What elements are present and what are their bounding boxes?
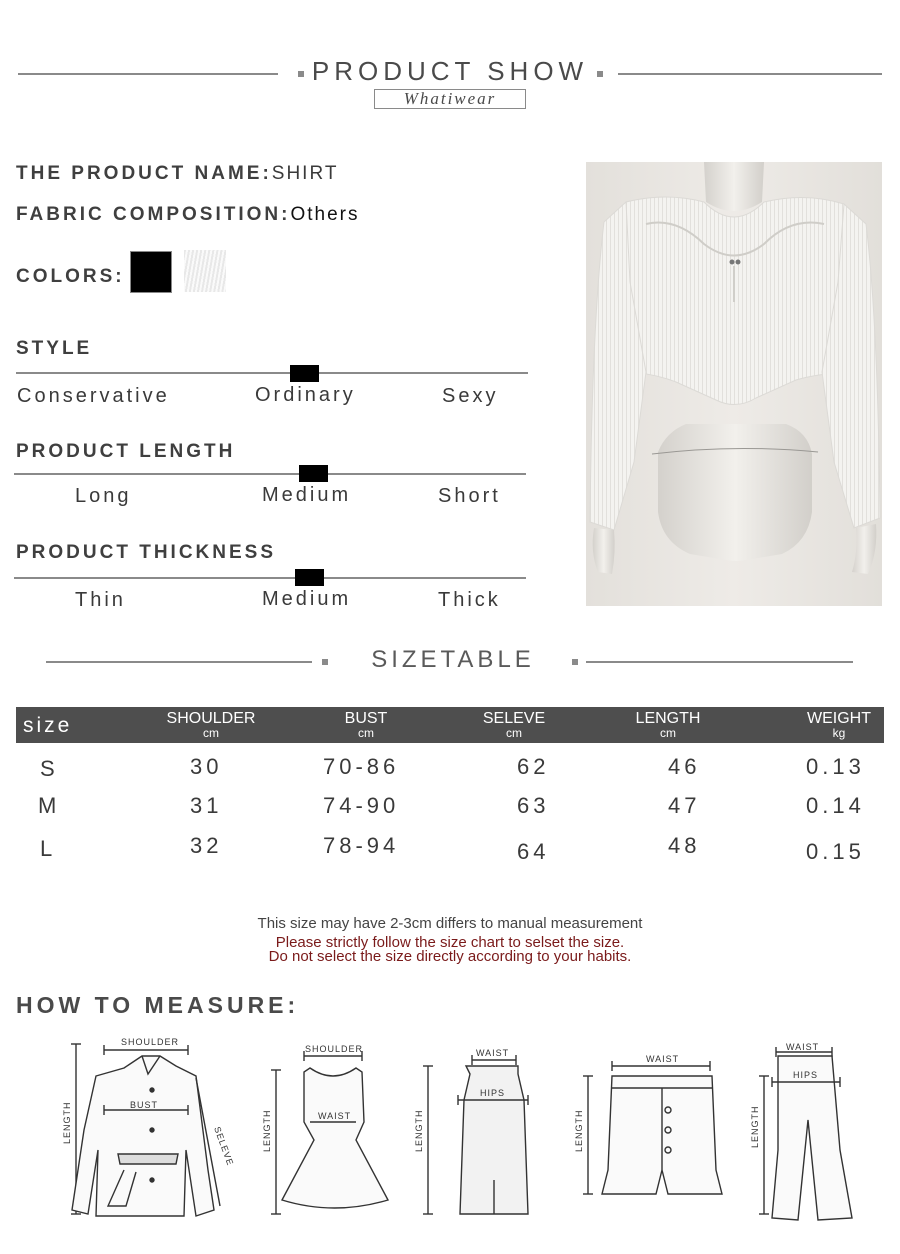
header-bust: BUST cm (344, 710, 388, 740)
color-swatch-black[interactable] (130, 251, 172, 293)
sizetable-header-row (16, 707, 884, 743)
jacket-shoulder-label: SHOULDER (121, 1037, 180, 1047)
sizetable-title: SIZETABLE (371, 646, 535, 673)
length-title: PRODUCT LENGTH (16, 441, 236, 462)
dress-waist-label: WAIST (318, 1111, 352, 1121)
style-label-ordinary: Ordinary (255, 384, 356, 406)
jacket-diagram (71, 1044, 220, 1216)
thickness-title: PRODUCT THICKNESS (16, 542, 277, 563)
thickness-scale-line (14, 577, 526, 579)
product-name-value: SHIRT (271, 163, 339, 184)
row-l-weight: 0.15 (806, 839, 865, 864)
header-length: LENGTH cm (635, 710, 701, 740)
mannequin-illustration (586, 162, 882, 606)
length-scale-marker (299, 465, 328, 482)
colors-label: COLORS: (16, 266, 125, 287)
style-scale-line (16, 372, 528, 374)
row-s-seleve: 62 (517, 754, 550, 779)
row-l-shoulder: 32 (190, 833, 223, 858)
row-l-bust: 78-94 (323, 833, 400, 858)
row-m-length: 47 (668, 793, 701, 818)
shorts-diagram (583, 1061, 722, 1194)
dress-diagram (271, 1051, 388, 1214)
how-to-measure-title: HOW TO MEASURE: (16, 992, 300, 1018)
row-l-length: 48 (668, 833, 701, 858)
brand-name: Whatiwear (374, 89, 526, 109)
style-title: STYLE (16, 338, 93, 359)
row-m-seleve: 63 (517, 793, 550, 818)
skirt-waist-label: WAIST (476, 1048, 510, 1058)
row-m-bust: 74-90 (323, 793, 400, 818)
length-label-medium: Medium (262, 484, 352, 506)
thickness-label-medium: Medium (262, 588, 352, 610)
row-s-length: 46 (668, 754, 701, 779)
trousers-length-label: LENGTH (750, 1105, 760, 1148)
skirt-diagram (423, 1055, 528, 1214)
fabric-label: FABRIC COMPOSITION: (16, 204, 291, 225)
thickness-label-thin: Thin (75, 589, 126, 611)
row-s-weight: 0.13 (806, 754, 865, 779)
jacket-length-label: LENGTH (62, 1101, 72, 1144)
style-label-sexy: Sexy (442, 385, 499, 407)
note-measurement: This size may have 2-3cm differs to manual measurement (257, 915, 643, 932)
skirt-length-label: LENGTH (414, 1109, 424, 1152)
thickness-scale-marker (295, 569, 324, 586)
skirt-hips-label: HIPS (480, 1088, 506, 1098)
product-name-row (16, 163, 338, 185)
row-m-size: M (38, 793, 61, 818)
sizetable-line-right (586, 661, 853, 663)
fabric-value: Others (290, 204, 360, 225)
row-m-shoulder: 31 (190, 793, 223, 818)
style-label-conservative: Conservative (17, 385, 170, 407)
sizetable-bullet-right (572, 659, 578, 665)
row-s-size: S (40, 756, 59, 781)
product-photo (586, 162, 882, 606)
header-shoulder: SHOULDER cm (166, 710, 256, 740)
trousers-waist-label: WAIST (786, 1042, 820, 1052)
note-habits: Do not select the size directly according to your habits. (268, 948, 632, 965)
header-bullet-right (597, 71, 603, 77)
length-label-long: Long (75, 485, 132, 507)
header-seleve: SELEVE cm (482, 710, 546, 740)
product-name-label: THE PRODUCT NAME: (16, 163, 272, 184)
length-label-short: Short (438, 485, 501, 507)
thickness-label-thick: Thick (438, 589, 501, 611)
trousers-hips-label: HIPS (793, 1070, 819, 1080)
dress-shoulder-label: SHOULDER (305, 1044, 364, 1054)
style-scale-marker (290, 365, 319, 382)
row-s-shoulder: 30 (190, 754, 223, 779)
row-l-size: L (40, 836, 57, 861)
row-s-bust: 70-86 (323, 754, 400, 779)
shorts-waist-label: WAIST (646, 1054, 680, 1064)
row-l-seleve: 64 (517, 839, 550, 864)
header-weight: WEIGHT kg (807, 710, 871, 740)
dress-length-label: LENGTH (262, 1109, 272, 1152)
shorts-length-label: LENGTH (574, 1109, 584, 1152)
jacket-sleeve-label: SELEVE (212, 1125, 236, 1168)
color-swatch-white[interactable] (184, 250, 226, 292)
page-title: PRODUCT SHOW (311, 56, 589, 86)
note-follow-chart: Please strictly follow the size chart to selset the size. (275, 934, 625, 951)
measure-diagrams (0, 1030, 900, 1254)
row-m-weight: 0.14 (806, 793, 865, 818)
header-line-right (618, 73, 882, 75)
jacket-bust-label: BUST (130, 1100, 159, 1110)
fabric-row (16, 204, 359, 226)
length-scale-line (14, 473, 526, 475)
header-size: size (23, 714, 73, 737)
